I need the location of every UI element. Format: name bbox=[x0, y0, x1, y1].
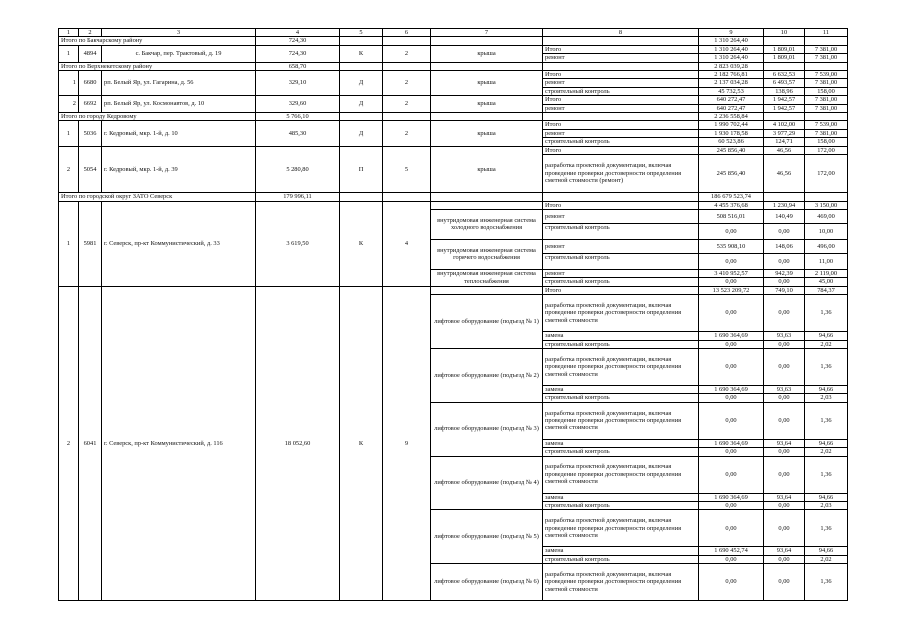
row-number: 1 bbox=[59, 45, 79, 62]
repair-object: лифтовое оборудование (подъезд № 3) bbox=[431, 402, 543, 456]
cost: 640 272,47 bbox=[699, 96, 764, 104]
table-row bbox=[59, 71, 848, 79]
district-total-row bbox=[59, 37, 848, 45]
row-number: 1 bbox=[59, 121, 79, 146]
cost: 1 690 364,69 bbox=[699, 493, 764, 501]
house-area: 5 280,80 bbox=[256, 146, 340, 192]
table-row bbox=[59, 121, 848, 129]
column-number: 1 bbox=[59, 29, 79, 37]
wall-material: К bbox=[340, 201, 383, 286]
limit-cost: 7 381,00 bbox=[805, 45, 848, 53]
cost: 1 990 702,44 bbox=[699, 121, 764, 129]
cost: 1 690 364,69 bbox=[699, 385, 764, 393]
limit-cost: 172,00 bbox=[805, 155, 848, 193]
limit-cost: 45,00 bbox=[805, 278, 848, 286]
limit-cost: 7 381,00 bbox=[805, 54, 848, 62]
repair-object: внутридомовая инженерная система теплоснабжения bbox=[431, 269, 543, 286]
limit-cost: 94,66 bbox=[805, 385, 848, 393]
repair-object: внутридомовая инженерная система горячего водоснабжения bbox=[431, 239, 543, 269]
house-address: г. Кедровый, мкр. 1-й, д. 39 bbox=[102, 146, 256, 192]
house-address: г. Северск, пр-кт Коммунистический, д. 116 bbox=[102, 286, 256, 600]
limit-cost: 158,00 bbox=[805, 87, 848, 95]
cost: 1 690 452,74 bbox=[699, 547, 764, 555]
work-type: разработка проектной документации, включая проведение проверки достоверности определения сметной стоимости bbox=[543, 510, 699, 547]
limit-cost: 1,36 bbox=[805, 295, 848, 332]
district-total-area: 724,30 bbox=[256, 37, 340, 45]
unit-cost: 3 977,29 bbox=[764, 129, 805, 137]
repair-object: лифтовое оборудование (подъезд № 2) bbox=[431, 348, 543, 402]
work-type: разработка проектной документации, включая проведение проверки достоверности определения сметной стоимости bbox=[543, 564, 699, 601]
limit-cost: 784,37 bbox=[805, 286, 848, 294]
unit-cost: 6 493,57 bbox=[764, 79, 805, 87]
cost: 1 690 364,69 bbox=[699, 439, 764, 447]
house-id: 6041 bbox=[79, 286, 102, 600]
table-row bbox=[59, 45, 848, 53]
work-type: ремонт bbox=[543, 79, 699, 87]
work-type: строительный контроль bbox=[543, 138, 699, 146]
unit-cost: 93,64 bbox=[764, 547, 805, 555]
district-total-area: 179 996,11 bbox=[256, 193, 340, 201]
limit-cost: 94,66 bbox=[805, 547, 848, 555]
cost: 535 908,10 bbox=[699, 239, 764, 253]
unit-cost: 0,00 bbox=[764, 223, 805, 239]
row-number: 2 bbox=[59, 146, 79, 192]
cost: 2 137 034,28 bbox=[699, 79, 764, 87]
unit-cost: 0,00 bbox=[764, 253, 805, 269]
limit-cost: 172,00 bbox=[805, 146, 848, 154]
work-type: замена bbox=[543, 332, 699, 340]
unit-cost: 0,00 bbox=[764, 394, 805, 402]
limit-cost: 7 381,00 bbox=[805, 96, 848, 104]
work-type: ремонт bbox=[543, 129, 699, 137]
limit-cost: 7 539,00 bbox=[805, 71, 848, 79]
cost: 60 523,86 bbox=[699, 138, 764, 146]
cost: 4 455 376,68 bbox=[699, 201, 764, 209]
house-address: г. Кедровый, мкр. 1-й, д. 10 bbox=[102, 121, 256, 146]
unit-cost: 0,00 bbox=[764, 510, 805, 547]
work-type: разработка проектной документации, включая проведение проверки достоверности определения сметной стоимости bbox=[543, 295, 699, 332]
unit-cost: 0,00 bbox=[764, 340, 805, 348]
unit-cost: 0,00 bbox=[764, 456, 805, 493]
cost: 0,00 bbox=[699, 253, 764, 269]
limit-cost: 1,36 bbox=[805, 456, 848, 493]
work-type: строительный контроль bbox=[543, 448, 699, 456]
unit-cost: 140,49 bbox=[764, 209, 805, 223]
column-number: 5 bbox=[340, 29, 383, 37]
unit-cost: 148,06 bbox=[764, 239, 805, 253]
unit-cost: 46,56 bbox=[764, 146, 805, 154]
work-type: ремонт bbox=[543, 269, 699, 277]
work-type: строительный контроль bbox=[543, 278, 699, 286]
district-total-sum: 2 823 039,28 bbox=[699, 62, 764, 70]
repair-object: крыша bbox=[431, 96, 543, 113]
repair-object: крыша bbox=[431, 121, 543, 146]
repair-object: крыша bbox=[431, 45, 543, 62]
wall-material: П bbox=[340, 146, 383, 192]
work-type: замена bbox=[543, 385, 699, 393]
floor-count: 5 bbox=[383, 146, 431, 192]
cost: 0,00 bbox=[699, 510, 764, 547]
work-type: ремонт bbox=[543, 54, 699, 62]
limit-cost: 94,66 bbox=[805, 493, 848, 501]
unit-cost: 1 942,57 bbox=[764, 104, 805, 112]
limit-cost: 496,00 bbox=[805, 239, 848, 253]
repair-object: крыша bbox=[431, 71, 543, 96]
house-id: 4894 bbox=[79, 45, 102, 62]
work-type: строительный контроль bbox=[543, 253, 699, 269]
cost: 1 310 264,40 bbox=[699, 54, 764, 62]
row-number: 1 bbox=[59, 201, 79, 286]
column-number: 11 bbox=[805, 29, 848, 37]
limit-cost: 11,00 bbox=[805, 253, 848, 269]
unit-cost: 0,00 bbox=[764, 555, 805, 563]
column-number: 6 bbox=[383, 29, 431, 37]
work-type: Итого bbox=[543, 286, 699, 294]
repair-object: лифтовое оборудование (подъезд № 1) bbox=[431, 295, 543, 349]
district-total-area: 658,70 bbox=[256, 62, 340, 70]
unit-cost: 0,00 bbox=[764, 278, 805, 286]
limit-cost: 94,66 bbox=[805, 332, 848, 340]
district-total-label: Итого по городу Кедровому bbox=[59, 113, 256, 121]
work-type: ремонт bbox=[543, 239, 699, 253]
limit-cost: 1,36 bbox=[805, 402, 848, 439]
wall-material: К bbox=[340, 45, 383, 62]
work-type: Итого bbox=[543, 71, 699, 79]
limit-cost: 2 119,00 bbox=[805, 269, 848, 277]
cost: 1 310 264,40 bbox=[699, 45, 764, 53]
row-number: 2 bbox=[59, 96, 79, 113]
unit-cost: 1 942,57 bbox=[764, 96, 805, 104]
district-total-label: Итого по Верхнекетскому району bbox=[59, 62, 256, 70]
limit-cost: 2,02 bbox=[805, 555, 848, 563]
row-number: 1 bbox=[59, 71, 79, 96]
wall-material: Д bbox=[340, 96, 383, 113]
floor-count: 2 bbox=[383, 45, 431, 62]
unit-cost: 0,00 bbox=[764, 402, 805, 439]
unit-cost: 0,00 bbox=[764, 295, 805, 332]
unit-cost: 124,71 bbox=[764, 138, 805, 146]
unit-cost: 0,00 bbox=[764, 564, 805, 601]
house-area: 485,30 bbox=[256, 121, 340, 146]
cost: 0,00 bbox=[699, 564, 764, 601]
work-type: замена bbox=[543, 439, 699, 447]
district-total-area: 5 766,10 bbox=[256, 113, 340, 121]
column-number: 2 bbox=[79, 29, 102, 37]
house-id: 6692 bbox=[79, 96, 102, 113]
house-address: рп. Белый Яр, ул. Гагарина, д. 56 bbox=[102, 71, 256, 96]
floor-count: 2 bbox=[383, 96, 431, 113]
house-id: 5981 bbox=[79, 201, 102, 286]
table-row bbox=[59, 96, 848, 104]
limit-cost: 2,03 bbox=[805, 394, 848, 402]
district-total-sum: 1 310 264,40 bbox=[699, 37, 764, 45]
work-type: разработка проектной документации, включая проведение проверки достоверности определения сметной стоимости (ремонт) bbox=[543, 155, 699, 193]
repair-object: крыша bbox=[431, 146, 543, 192]
work-type: строительный контроль bbox=[543, 394, 699, 402]
cost: 0,00 bbox=[699, 501, 764, 509]
unit-cost: 749,10 bbox=[764, 286, 805, 294]
district-total-row bbox=[59, 62, 848, 70]
work-type: строительный контроль bbox=[543, 501, 699, 509]
column-number-row bbox=[59, 29, 848, 37]
house-area: 329,60 bbox=[256, 96, 340, 113]
floor-count: 2 bbox=[383, 71, 431, 96]
house-area: 3 619,50 bbox=[256, 201, 340, 286]
wall-material: Д bbox=[340, 71, 383, 96]
cost: 0,00 bbox=[699, 295, 764, 332]
limit-cost: 2,03 bbox=[805, 501, 848, 509]
unit-cost: 93,64 bbox=[764, 439, 805, 447]
unit-cost: 46,56 bbox=[764, 155, 805, 193]
work-type: Итого bbox=[543, 146, 699, 154]
cost: 1 930 178,58 bbox=[699, 129, 764, 137]
district-total-label: Итого по городской округ ЗАТО Северск bbox=[59, 193, 256, 201]
district-total-row bbox=[59, 113, 848, 121]
unit-cost: 942,39 bbox=[764, 269, 805, 277]
work-type: замена bbox=[543, 547, 699, 555]
limit-cost: 1,36 bbox=[805, 510, 848, 547]
house-area: 18 052,60 bbox=[256, 286, 340, 600]
house-id: 6680 bbox=[79, 71, 102, 96]
work-type: разработка проектной документации, включая проведение проверки достоверности определения сметной стоимости bbox=[543, 348, 699, 385]
cost: 0,00 bbox=[699, 555, 764, 563]
work-type: ремонт bbox=[543, 209, 699, 223]
limit-cost: 94,66 bbox=[805, 439, 848, 447]
unit-cost: 0,00 bbox=[764, 501, 805, 509]
limit-cost: 1,36 bbox=[805, 348, 848, 385]
work-type: Итого bbox=[543, 45, 699, 53]
house-id: 5054 bbox=[79, 146, 102, 192]
work-type: Итого bbox=[543, 121, 699, 129]
limit-cost: 10,00 bbox=[805, 223, 848, 239]
repair-object: лифтовое оборудование (подъезд № 5) bbox=[431, 510, 543, 564]
column-number: 9 bbox=[699, 29, 764, 37]
limit-cost: 7 381,00 bbox=[805, 129, 848, 137]
column-number: 8 bbox=[543, 29, 699, 37]
cost: 45 732,53 bbox=[699, 87, 764, 95]
limit-cost: 158,00 bbox=[805, 138, 848, 146]
district-total-sum: 186 679 523,74 bbox=[699, 193, 764, 201]
cost: 245 856,40 bbox=[699, 155, 764, 193]
cost: 0,00 bbox=[699, 456, 764, 493]
work-type: Итого bbox=[543, 201, 699, 209]
house-area: 329,10 bbox=[256, 71, 340, 96]
floor-count: 9 bbox=[383, 286, 431, 600]
cost: 0,00 bbox=[699, 448, 764, 456]
unit-cost: 1 809,01 bbox=[764, 54, 805, 62]
work-type: замена bbox=[543, 493, 699, 501]
unit-cost: 1 809,01 bbox=[764, 45, 805, 53]
cost: 0,00 bbox=[699, 340, 764, 348]
limit-cost: 3 150,00 bbox=[805, 201, 848, 209]
cost: 0,00 bbox=[699, 348, 764, 385]
column-number: 10 bbox=[764, 29, 805, 37]
cost: 13 523 209,72 bbox=[699, 286, 764, 294]
limit-cost: 7 381,00 bbox=[805, 79, 848, 87]
table-row bbox=[59, 201, 848, 209]
unit-cost: 93,63 bbox=[764, 385, 805, 393]
wall-material: К bbox=[340, 286, 383, 600]
unit-cost: 138,96 bbox=[764, 87, 805, 95]
house-address: г. Северск, пр-кт Коммунистический, д. 33 bbox=[102, 201, 256, 286]
limit-cost: 1,36 bbox=[805, 564, 848, 601]
floor-count: 4 bbox=[383, 201, 431, 286]
work-type: строительный контроль bbox=[543, 223, 699, 239]
unit-cost: 93,64 bbox=[764, 493, 805, 501]
capital-repair-table bbox=[58, 28, 848, 601]
unit-cost: 0,00 bbox=[764, 448, 805, 456]
work-type: строительный контроль bbox=[543, 555, 699, 563]
cost: 0,00 bbox=[699, 223, 764, 239]
unit-cost: 0,00 bbox=[764, 348, 805, 385]
unit-cost: 1 230,94 bbox=[764, 201, 805, 209]
work-type: строительный контроль bbox=[543, 87, 699, 95]
unit-cost: 93,63 bbox=[764, 332, 805, 340]
district-total-row bbox=[59, 193, 848, 201]
column-number: 7 bbox=[431, 29, 543, 37]
cost: 0,00 bbox=[699, 402, 764, 439]
work-type: разработка проектной документации, включая проведение проверки достоверности определения сметной стоимости bbox=[543, 402, 699, 439]
cost: 0,00 bbox=[699, 394, 764, 402]
floor-count: 2 bbox=[383, 121, 431, 146]
limit-cost: 7 539,00 bbox=[805, 121, 848, 129]
unit-cost: 6 632,53 bbox=[764, 71, 805, 79]
district-total-label: Итого по Бакчарскому району bbox=[59, 37, 256, 45]
cost: 2 182 766,81 bbox=[699, 71, 764, 79]
unit-cost: 4 102,00 bbox=[764, 121, 805, 129]
cost: 1 690 364,69 bbox=[699, 332, 764, 340]
wall-material: Д bbox=[340, 121, 383, 146]
cost: 3 410 952,57 bbox=[699, 269, 764, 277]
district-total-sum: 2 236 558,84 bbox=[699, 113, 764, 121]
cost: 245 856,40 bbox=[699, 146, 764, 154]
column-number: 4 bbox=[256, 29, 340, 37]
work-type: разработка проектной документации, включая проведение проверки достоверности определения сметной стоимости bbox=[543, 456, 699, 493]
table-row bbox=[59, 286, 848, 294]
limit-cost: 2,02 bbox=[805, 448, 848, 456]
repair-object: лифтовое оборудование (подъезд № 4) bbox=[431, 456, 543, 510]
row-number: 2 bbox=[59, 286, 79, 600]
cost: 508 516,01 bbox=[699, 209, 764, 223]
house-area: 724,30 bbox=[256, 45, 340, 62]
cost: 0,00 bbox=[699, 278, 764, 286]
limit-cost: 2,02 bbox=[805, 340, 848, 348]
limit-cost: 469,00 bbox=[805, 209, 848, 223]
repair-object: внутридомовая инженерная система холодного водоснабжения bbox=[431, 209, 543, 239]
cost: 640 272,47 bbox=[699, 104, 764, 112]
work-type: ремонт bbox=[543, 104, 699, 112]
house-address: рп. Белый Яр, ул. Космонавтов, д. 10 bbox=[102, 96, 256, 113]
house-id: 5036 bbox=[79, 121, 102, 146]
table-row bbox=[59, 146, 848, 154]
repair-object: лифтовое оборудование (подъезд № 6) bbox=[431, 564, 543, 601]
limit-cost: 7 381,00 bbox=[805, 104, 848, 112]
house-address: с. Бакчар, пер. Трактовый, д. 19 bbox=[102, 45, 256, 62]
work-type: Итого bbox=[543, 96, 699, 104]
column-number: 3 bbox=[102, 29, 256, 37]
work-type: строительный контроль bbox=[543, 340, 699, 348]
